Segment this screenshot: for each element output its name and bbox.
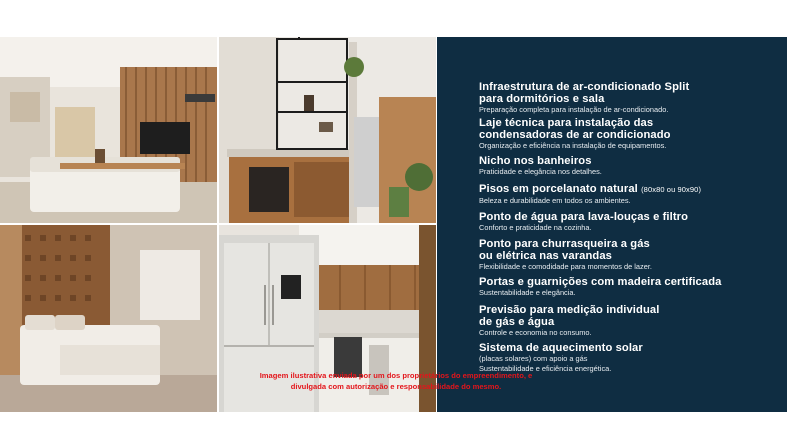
feature-title: Ponto para churrasqueira a gás ou elétrica nas varandas bbox=[479, 238, 650, 262]
feature-title: Sistema de aquecimento solar bbox=[479, 342, 643, 354]
feature-description: Organização e eficiência na instalação de equipamentos. bbox=[479, 141, 667, 150]
feature-description: Praticidade e elegância nos detalhes. bbox=[479, 167, 602, 176]
feature-split-ac bbox=[479, 81, 779, 115]
feature-title-line bbox=[479, 183, 779, 196]
feature-title: Previsão para medição individual de gás e água bbox=[479, 304, 660, 328]
feature-title: Laje técnica para instalação das condensadoras de ar condicionado bbox=[479, 117, 671, 141]
feature-porcelanato bbox=[479, 183, 779, 206]
feature-description: Flexibilidade e comodidade para momentos de lazer. bbox=[479, 262, 652, 271]
feature-title: Ponto de água para lava-louças e filtro bbox=[479, 211, 689, 223]
feature-description: Controle e economia no consumo. bbox=[479, 328, 592, 337]
feature-title: Nicho nos banheiros bbox=[479, 155, 592, 167]
living-room-photo bbox=[0, 37, 217, 223]
feature-description: Sustentabilidade e elegância. bbox=[479, 288, 576, 297]
feature-note: (80x80 ou 90x90) bbox=[641, 185, 702, 194]
kitchen-bar-photo bbox=[219, 37, 436, 223]
feature-title: Infraestrutura de ar-condicionado Split para dormitórios e sala bbox=[479, 81, 690, 105]
feature-title: Pisos em porcelanato natural bbox=[479, 183, 638, 195]
feature-title: Portas e guarnições com madeira certificada bbox=[479, 276, 722, 288]
feature-nicho-banheiros bbox=[479, 155, 779, 177]
feature-description: (placas solares) com apoio a gás Sustentabilidade e eficiência energética. bbox=[479, 354, 612, 373]
features-panel bbox=[437, 37, 787, 412]
feature-laje-tecnica bbox=[479, 117, 779, 151]
feature-description: Conforto e praticidade na cozinha. bbox=[479, 223, 592, 232]
feature-ponto-agua bbox=[479, 211, 779, 233]
feature-medicao-individual bbox=[479, 304, 779, 338]
feature-churrasqueira bbox=[479, 238, 779, 272]
feature-description: Beleza e durabilidade em todos os ambientes. bbox=[479, 196, 631, 205]
bedroom-photo bbox=[0, 225, 217, 412]
feature-description: Preparação completa para instalação de ar-condicionado. bbox=[479, 105, 669, 114]
feature-portas-guarnicoes bbox=[479, 276, 779, 298]
image-disclaimer: Imagem ilustrativa enviada por um dos proprietários do empreendimento, e divulgada com autorização e responsabilidade do mesmo. bbox=[259, 371, 533, 391]
